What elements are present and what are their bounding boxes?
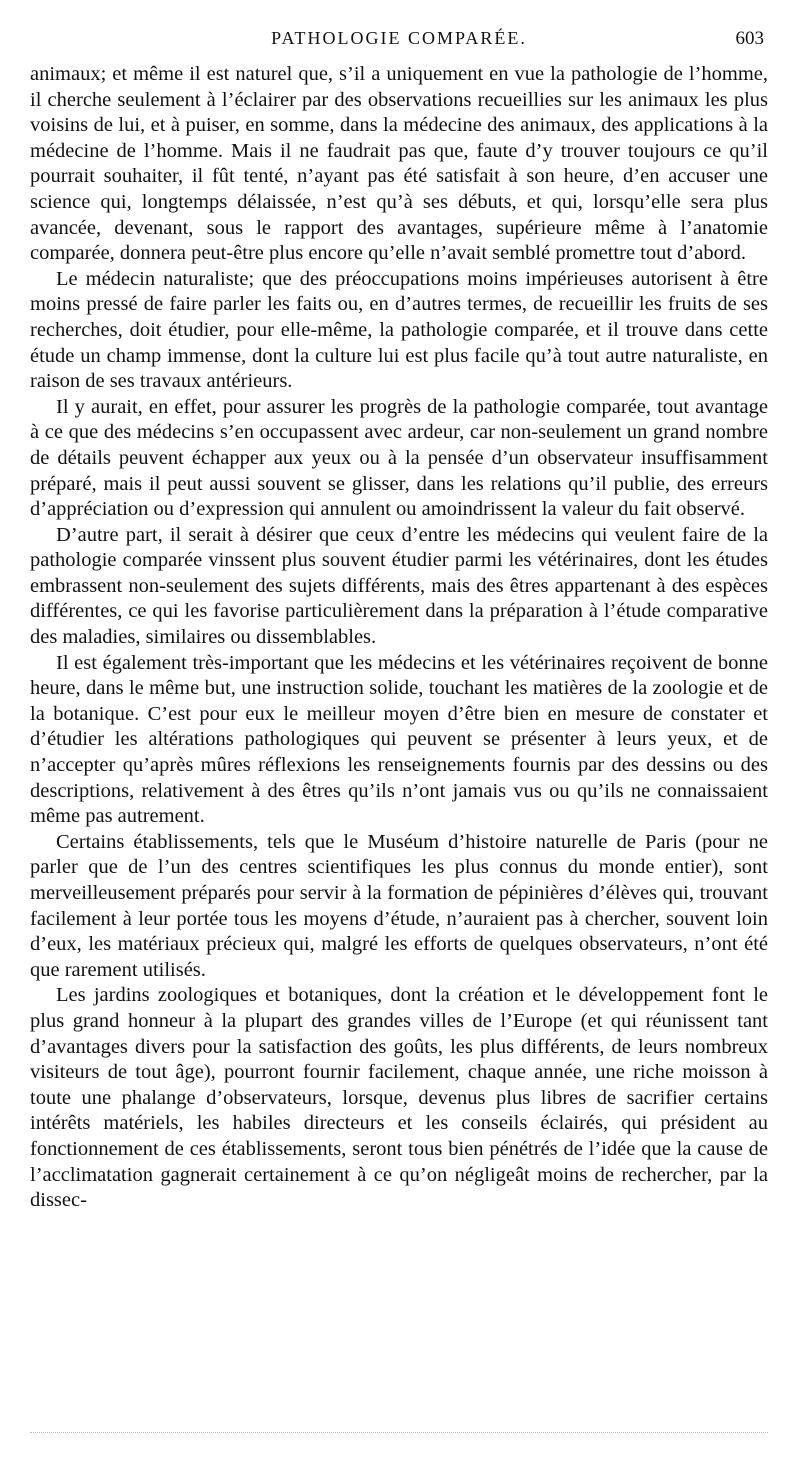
paragraph: Les jardins zoologiques et botaniques, dont la création et le développement font le plus grand honneur à la plupart des grandes villes de l’Europe (et qui réunissent tant d’avantages divers pour la satisfaction des goûts, les plus différents, de leurs nombreux visiteurs de tout âge), pourront fournir facilement, chaque année, une riche moisson à toute une phalange d’observateurs, lorsque, devenus plus libres de sacrifier certains intérêts matériels, les habiles directeurs et les conseils éclairés, qui président au fonctionnement de ces établissements, seront tous bien pénétrés de l’idée que la cause de l’acclimatation gagnerait certainement à ce qu’on négligeât moins de rechercher, par la dissec- [30,984,768,1212]
bleed-through-line [30,1432,768,1433]
page-number: 603 [735,28,764,49]
paragraph: Le médecin naturaliste; que des préoccupations moins impérieuses autorisent à être moins pressé de faire parler les faits ou, en d’autres termes, de recueillir les fruits de ses recherches, doit étudier, pour elle-même, la pathologie comparée, et il trouve dans cette étude un champ immense, dont la culture lui est plus facile qu’à tout autre naturaliste, en raison de ses travaux antérieurs. [30,267,768,393]
paragraph: animaux; et même il est naturel que, s’il a uniquement en vue la pathologie de l’homme, il cherche seulement à l’éclairer par des observations recueillies sur les animaux les plus voisins de lui, et à puiser, en somme, dans la médecine des animaux, des applications à la médecine de l’homme. Mais il ne faudrait pas que, faute d’y trouver toujours ce qu’il pourrait souhaiter, il fût tenté, n’ayant pas été satisfait à son heure, d’en accuser une science qui, longtemps délaissée, n’est qu’à ses débuts, et qui, lorsqu’elle sera plus avancée, devenant, sous le rapport des avantages, supérieure même à l’anatomie comparée, donnera peut-être plus encore qu’elle n’avait semblé promettre tout d’abord. [30,63,768,265]
paragraph: D’autre part, il serait à désirer que ceux d’entre les médecins qui veulent faire de la pathologie comparée vinssent plus souvent étudier parmi les vétérinaires, dont les études embrassent non-seulement des sujets différents, mais des êtres appartenant à des espèces différentes, ce qui les favorise particulièrement dans la préparation à l’étude comparative des maladies, similaires ou dissemblables. [30,523,768,649]
running-title: PATHOLOGIE COMPARÉE. [271,28,527,48]
paragraph: Il est également très-important que les médecins et les vétérinaires reçoivent de bonne heure, dans le même but, une instruction solide, touchant les matières de la zoologie et de la botanique. C’est pour eux le meilleur moyen d’être bien en mesure de constater et d’étudier les altérations pathologiques qui peuvent se présenter à leurs yeux, et de n’accepter qu’après mûres réflexions les renseignements fournis par des dessins ou des descriptions, relativement à des êtres qu’ils n’ont jamais vus ou qu’ils ne connaissaient même pas autrement. [30,651,768,828]
running-head [30,0,768,58]
paragraph: Certains établissements, tels que le Muséum d’histoire naturelle de Paris (pour ne parler que de l’un des centres scientifiques les plus connus du monde entier), sont merveilleusement préparés pour servir à la formation de pépinières d’élèves qui, trouvant facilement à leur portée tous les moyens d’étude, n’auraient pas à chercher, souvent loin d’eux, les matériaux précieux qui, malgré les efforts de quelques observateurs, n’ont été que rarement utilisés. [30,830,768,981]
body-text [30,62,768,1214]
paragraph: Il y aurait, en effet, pour assurer les progrès de la pathologie comparée, tout avantage à ce que des médecins s’en occupassent avec ardeur, car non-seulement un grand nombre de détails peuvent échapper aux yeux ou à la pensée d’un observateur insuffisamment préparé, mais il peut aussi souvent se glisser, dans les relations qu’il publie, des erreurs d’appréciation ou d’expression qui annulent ou amoindrissent la valeur du fait observé. [30,395,768,521]
book-page [30,0,768,1468]
